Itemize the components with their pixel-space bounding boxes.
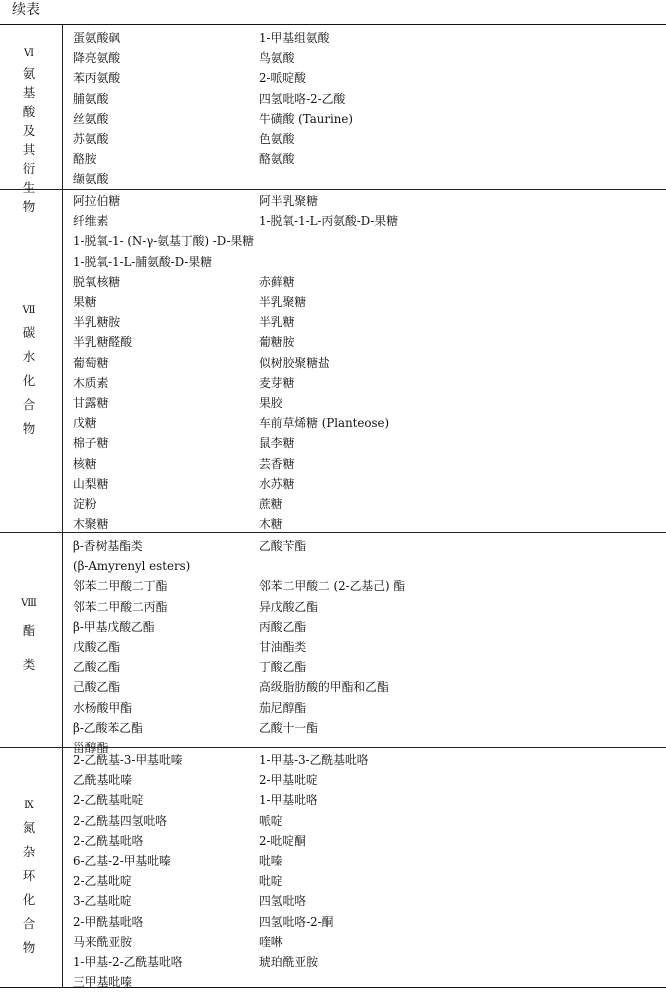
compound-name-left: 戊糖 [73,416,97,431]
table-row [73,912,663,932]
table-row [73,576,663,596]
table-row [73,109,663,129]
table-row [73,657,663,677]
compound-name-left: 乙酰基吡嗪 [73,773,132,788]
table-row [73,129,663,149]
compound-name-left: 脱氧核糖 [73,274,121,289]
compound-name-right: 2-哌啶酸 [259,71,306,86]
section-title: 氮杂环化合物 [22,820,36,955]
table-row [73,556,663,576]
section-label [18,800,40,960]
compound-name-left: 1-甲基-2-乙酰基吡咯 [73,955,183,969]
table-row [73,231,663,251]
compound-name-left: 丝氨酸 [73,111,109,126]
compound-name-left: 核糖 [73,456,97,471]
compound-name-left: 阿拉伯糖 [73,194,121,208]
compound-name-left: 2-甲酰基吡咯 [73,914,144,929]
table-row [73,851,663,871]
compound-name-left: 淀粉 [73,497,97,511]
compound-name-left: 半乳糖胺 [73,315,121,330]
section-title: 氨基酸及其衍生物 [22,66,36,214]
table-row [73,252,663,272]
compound-name-left: 马来酰亚胺 [73,934,132,949]
table-row [73,637,663,657]
compound-name-left: β-乙酸苯乙酯 [73,720,143,735]
table-row [73,149,663,169]
compound-name-left: 果糖 [73,295,97,309]
compound-name-right: 喹啉 [259,934,283,949]
table-row [73,831,663,851]
compound-name-left: 2-乙基吡啶 [73,874,132,889]
compound-name-left: 2-乙酰基-3-甲基吡嗪 [73,753,183,767]
table-row [73,373,663,393]
table-row [73,811,663,831]
compound-name-right: 果胶 [259,396,283,410]
table-row [73,790,663,810]
table-row [73,353,663,373]
compound-name-right: 丁酸乙酯 [259,660,307,675]
compound-name-right: 半乳糖 [259,315,295,330]
compound-name-right: 1-甲基组氨酸 [259,31,330,45]
table-row [73,871,663,891]
table-row [73,393,663,413]
table-row [73,89,663,109]
table-row [73,597,663,617]
compound-name-left: 山梨糖 [73,476,109,491]
section-number: Ⅸ [24,800,34,811]
compound-name-left: β-甲基戊酸乙酯 [73,619,155,634]
section-label [18,48,40,216]
compound-name-left: 脯氨酸 [73,91,109,106]
table-row [73,891,663,911]
compound-name-right: 四氢吡咯 [259,894,307,909]
compound-name-left: 2-乙酰基四氢吡咯 [73,813,168,828]
table-row [73,332,663,352]
compound-name-left: 乙酸乙酯 [73,660,121,675]
compound-name-right: 葡糖胺 [259,335,295,350]
table-row [73,536,663,556]
table-row [73,698,663,718]
compound-name-right: 2-吡啶酮 [259,833,306,848]
compound-name-right: 木糖 [259,517,283,532]
compound-name-left: 降亮氨酸 [73,51,121,66]
table-caption: 续表 [12,2,40,18]
table-row [73,677,663,697]
compound-name-left: 甾醇酯 [73,741,109,755]
table-row [73,718,663,738]
compound-name-right: 哌啶 [259,813,283,828]
compound-name-left: 戊酸乙酯 [73,640,121,654]
section-number: Ⅶ [22,305,36,316]
compound-name-right: 似树胶聚糖盐 [259,355,330,370]
table-row [73,474,663,494]
compound-name-right: 1-脱氧-1-L-丙氨酸-D-果糖 [259,214,399,229]
compound-name-right: 邻苯二甲酸二 (2-乙基己) 酯 [259,579,406,594]
table-row [73,272,663,292]
compound-name-left: 木质素 [73,375,109,390]
compound-name-right: 鼠李糖 [259,436,295,451]
table-row [73,433,663,453]
compound-name-left: 酪胺 [73,152,97,167]
table-row [73,413,663,433]
compound-name-right: 车前草烯糖 (Planteose) [259,416,390,431]
table-row [73,68,663,88]
compound-name-right: 牛磺酸 (Taurine) [259,111,353,126]
compound-name-left: 苯丙氨酸 [73,71,121,86]
compound-name-right: 赤藓糖 [259,274,295,289]
table-row [73,454,663,474]
table-row [73,169,663,189]
compound-name-left: 缬氨酸 [73,172,109,187]
compound-name-left: 棉子糖 [73,436,109,451]
compound-name-right: 乙酸苄酯 [259,539,307,553]
compound-name-left: (β-Amyrenyl esters) [73,559,191,574]
compound-name-right: 鸟氨酸 [259,51,295,66]
compound-name-left: 2-乙酰基吡咯 [73,833,144,848]
compound-name-left: 水杨酸甲酯 [73,700,132,715]
compound-name-left: 3-乙基吡啶 [73,894,132,909]
compound-name-left: 邻苯二甲酸二丁酯 [73,579,168,594]
compound-name-right: 色氨酸 [259,132,295,146]
section-label [18,305,40,441]
compound-name-left: β-香树基酯类 [73,539,143,553]
compound-name-left: 苏氨酸 [73,132,109,146]
compound-name-right: 1-甲基吡咯 [259,793,318,808]
compound-name-right: 异戊酸乙酯 [259,599,318,614]
section-number: Ⅷ [21,598,37,609]
compound-name-right: 吡嗪 [259,854,283,868]
compound-name-left: 木聚糖 [73,517,109,532]
compound-name-right: 吡啶 [259,874,283,889]
compound-name-right: 茄尼醇酯 [259,700,307,715]
compound-name-right: 四氢吡咯-2-酮 [259,914,334,929]
compound-name-left: 1-脱氧-1-L-脯氨酸-D-果糖 [73,254,213,269]
compound-name-right: 阿半乳聚糖 [259,194,318,208]
compound-name-right: 蔗糖 [259,497,283,511]
table-row [73,750,663,770]
compound-name-left: 半乳糖醛酸 [73,335,132,350]
section-number: Ⅵ [23,48,35,59]
compound-name-right: 乙酸十一酯 [259,720,318,735]
compound-name-right: 丙酸乙酯 [259,619,307,634]
table-row [73,617,663,637]
table-row [73,211,663,231]
table-row [73,972,663,992]
table-row [73,514,663,534]
compound-name-right: 四氢吡咯-2-乙酸 [259,91,346,106]
top-rule [0,24,666,25]
table-row [73,48,663,68]
table-row [73,28,663,48]
compound-name-right: 1-甲基-3-乙酰基吡咯 [259,753,369,767]
table-row [73,494,663,514]
compound-name-left: 纤维素 [73,214,109,229]
table-row [73,292,663,312]
section-label [18,598,40,682]
compound-name-right: 水苏糖 [259,476,295,491]
compound-name-right: 芸香糖 [259,456,295,471]
compound-name-right: 琥珀酰亚胺 [259,955,318,969]
table-row [73,312,663,332]
table-row [73,770,663,790]
compound-name-right: 2-甲基吡啶 [259,773,318,788]
compound-name-left: 葡萄糖 [73,355,109,370]
table-row [73,932,663,952]
compound-name-left: 邻苯二甲酸二丙酯 [73,599,168,614]
compound-name-left: 甘露糖 [73,396,109,410]
compound-name-left: 6-乙基-2-甲基吡嗪 [73,854,171,868]
compound-name-right: 半乳聚糖 [259,295,307,309]
compound-name-left: 三甲基吡嗪 [73,975,132,990]
section-title: 碳水化合物 [22,325,36,436]
compound-name-right: 酪氨酸 [259,152,295,167]
compound-name-left: 1-脱氧-1- (N-γ-氨基丁酸) -D-果糖 [73,234,255,249]
table-row [73,952,663,972]
compound-name-left: 己酸乙酯 [73,680,121,695]
compound-name-right: 甘油酯类 [259,640,307,654]
table-row [73,191,663,211]
compound-name-left: 2-乙酰基吡啶 [73,793,144,808]
section-title: 酯类 [22,623,36,672]
compound-name-right: 高级脂肪酸的甲酯和乙酯 [259,680,389,695]
column-separator [62,24,63,987]
compound-name-right: 麦芽糖 [259,375,295,390]
compound-name-left: 蛋氨酸砜 [73,31,121,45]
